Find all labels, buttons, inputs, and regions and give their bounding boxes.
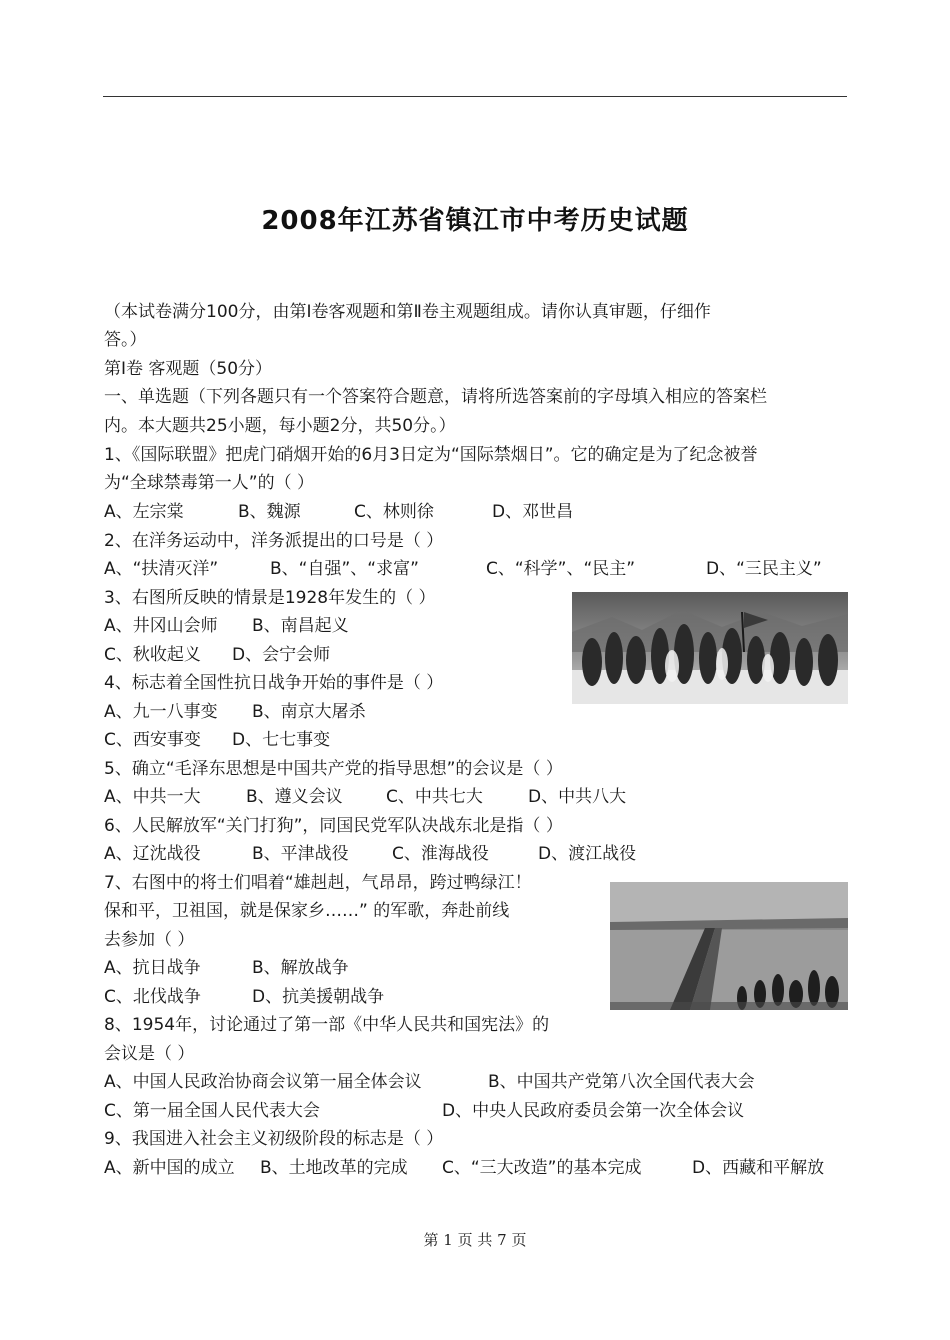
instructions-line-1: 一、单选题（下列各题只有一个答案符合题意，请将所选答案前的字母填入相应的答案栏: [104, 387, 767, 407]
q8-option-d: D、中央人民政府委员会第一次全体会议: [442, 1101, 745, 1121]
q3-historical-photo: [572, 592, 848, 704]
q4-option-a: A、九一八事变: [104, 702, 218, 722]
q1-option-d: D、邓世昌: [492, 502, 574, 522]
q2-option-c: C、“科学”、“民主”: [486, 559, 636, 579]
q1-stem-line-1: 1、《国际联盟》把虎门硝烟开始的6月3日定为“国际禁烟日”。它的确定是为了纪念被誉: [104, 445, 758, 465]
q7-stem-line-1: 7、右图中的将士们唱着“雄赳赳，气昂昂，跨过鸭绿江！: [104, 873, 532, 893]
q4-option-d: D、七七事变: [232, 730, 331, 750]
q5-option-b: B、遵义会议: [246, 787, 343, 807]
q9-option-a: A、新中国的成立: [104, 1158, 235, 1178]
q1-option-c: C、林则徐: [354, 502, 434, 522]
q3-option-b: B、南昌起义: [252, 616, 349, 636]
q7-option-b: B、解放战争: [252, 958, 349, 978]
q7-historical-photo: [610, 882, 848, 1010]
q6-option-c: C、淮海战役: [392, 844, 489, 864]
q6-stem: 6、人民解放军“关门打狗”，同国民党军队决战东北是指（ ）: [104, 816, 563, 836]
q3-option-a: A、井冈山会师: [104, 616, 218, 636]
q1-option-a: A、左宗棠: [104, 502, 184, 522]
q8-stem-line-1: 8、1954年，讨论通过了第一部《中华人民共和国宪法》的: [104, 1015, 550, 1035]
page-title: 2008年江苏省镇江市中考历史试题: [261, 206, 689, 236]
q2-option-d: D、“三民主义”: [706, 559, 822, 579]
q4-option-c: C、西安事变: [104, 730, 201, 750]
q6-option-d: D、渡江战役: [538, 844, 637, 864]
q9-option-b: B、土地改革的完成: [260, 1158, 408, 1178]
q8-option-b: B、中国共产党第八次全国代表大会: [488, 1072, 755, 1092]
q1-stem-line-2: 为“全球禁毒第一人”的（ ）: [104, 473, 315, 493]
section-heading: 第Ⅰ卷 客观题（50分）: [104, 359, 273, 379]
q6-option-a: A、辽沈战役: [104, 844, 201, 864]
intro-line-1: （本试卷满分100分，由第Ⅰ卷客观题和第Ⅱ卷主观题组成。请你认真审题，仔细作: [104, 302, 711, 322]
instructions-line-2: 内。本大题共25小题，每小题2分，共50分。）: [104, 416, 456, 436]
q3-stem: 3、右图所反映的情景是1928年发生的（ ）: [104, 588, 436, 608]
intro-line-2: 答。）: [104, 330, 147, 350]
q2-stem: 2、在洋务运动中，洋务派提出的口号是（ ）: [104, 531, 444, 551]
q6-option-b: B、平津战役: [252, 844, 349, 864]
q8-option-a: A、中国人民政治协商会议第一届全体会议: [104, 1072, 422, 1092]
q7-stem-line-3: 去参加（ ）: [104, 930, 195, 950]
q4-option-b: B、南京大屠杀: [252, 702, 366, 722]
q3-option-d: D、会宁会师: [232, 645, 331, 665]
q9-stem: 9、我国进入社会主义初级阶段的标志是（ ）: [104, 1129, 444, 1149]
q7-stem-line-2: 保和平，卫祖国，就是保家乡……” 的军歌，奔赴前线: [104, 901, 510, 921]
q1-option-b: B、魏源: [238, 502, 301, 522]
q5-stem: 5、确立“毛泽东思想是中国共产党的指导思想”的会议是（ ）: [104, 759, 563, 779]
q9-option-d: D、西藏和平解放: [692, 1158, 825, 1178]
q7-option-c: C、北伐战争: [104, 987, 201, 1007]
q7-option-a: A、抗日战争: [104, 958, 201, 978]
q8-option-c: C、第一届全国人民代表大会: [104, 1101, 320, 1121]
q2-option-a: A、“扶清灭洋”: [104, 559, 219, 579]
q3-option-c: C、秋收起义: [104, 645, 201, 665]
header-rule: [103, 96, 847, 97]
q9-option-c: C、“三大改造”的基本完成: [442, 1158, 642, 1178]
page-footer: 第 1 页 共 7 页: [423, 1231, 527, 1249]
q7-option-d: D、抗美援朝战争: [252, 987, 385, 1007]
q5-option-d: D、中共八大: [528, 787, 627, 807]
q8-stem-line-2: 会议是（ ）: [104, 1044, 195, 1064]
q5-option-a: A、中共一大: [104, 787, 201, 807]
q2-option-b: B、“自强”、“求富”: [270, 559, 419, 579]
q5-option-c: C、中共七大: [386, 787, 483, 807]
q4-stem: 4、标志着全国性抗日战争开始的事件是（ ）: [104, 673, 444, 693]
